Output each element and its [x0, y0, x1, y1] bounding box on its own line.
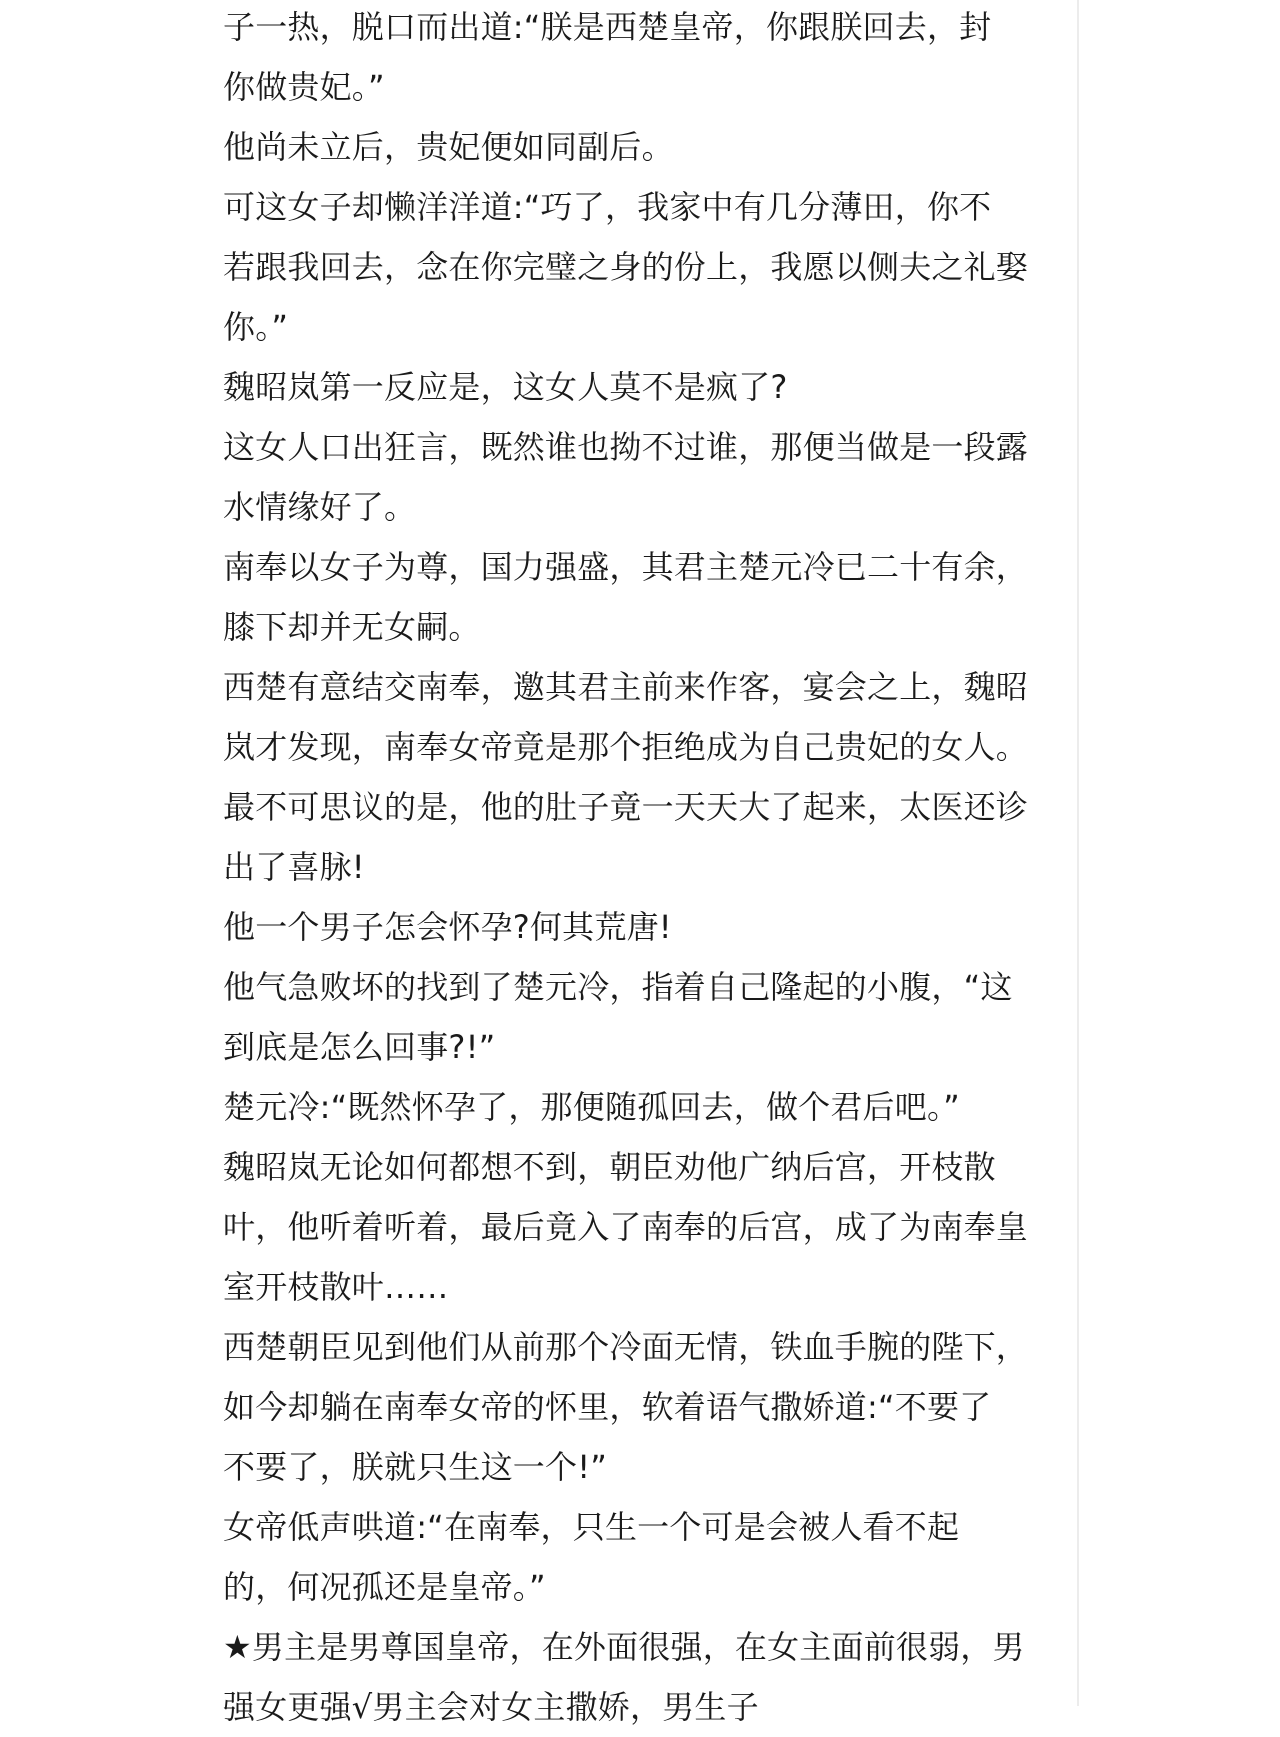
text-line: 最不可思议的是，他的肚子竟一天天大了起来，太医还诊 — [223, 788, 1029, 826]
text-line: 子一热，脱口而出道:“朕是西楚皇帝，你跟朕回去，封 — [223, 8, 992, 46]
text-line: 西楚朝臣见到他们从前那个冷面无情，铁血手腕的陛下， — [223, 1328, 1029, 1366]
text-line: 膝下却并无女嗣。 — [223, 608, 481, 646]
text-line: 叶，他听着听着，最后竟入了南奉的后宫，成了为南奉皇 — [223, 1208, 1029, 1246]
text-line: 强女更强√男主会对女主撒娇，男生子 — [223, 1688, 759, 1726]
text-line: 这女人口出狂言，既然谁也拗不过谁，那便当做是一段露 — [223, 428, 1029, 466]
text-line: 的，何况孤还是皇帝。” — [223, 1568, 546, 1606]
text-line: 岚才发现，南奉女帝竟是那个拒绝成为自己贵妃的女人。 — [223, 728, 1029, 766]
text-line: 他气急败坏的找到了楚元冷，指着自己隆起的小腹，“这 — [223, 968, 1013, 1006]
text-line: 室开枝散叶…… — [223, 1268, 449, 1306]
text-line: 西楚有意结交南奉，邀其君主前来作客，宴会之上，魏昭 — [223, 668, 1029, 706]
text-line: 女帝低声哄道:“在南奉，只生一个可是会被人看不起 — [223, 1508, 960, 1546]
text-line: 到底是怎么回事?!” — [223, 1028, 496, 1066]
story-text — [223, 0, 1073, 1737]
text-line: 你做贵妃。” — [223, 68, 385, 106]
text-line: 他尚未立后，贵妃便如同副后。 — [223, 128, 674, 166]
text-line: 出了喜脉! — [223, 848, 365, 886]
text-line: 不要了，朕就只生这一个!” — [223, 1448, 608, 1486]
text-line: ★男主是男尊国皇帝，在外面很强，在女主面前很弱，男 — [223, 1628, 1025, 1666]
text-line: 他一个男子怎会怀孕?何其荒唐! — [223, 908, 672, 946]
text-line: 水情缘好了。 — [223, 488, 417, 526]
text-line: 魏昭岚无论如何都想不到，朝臣劝他广纳后宫，开枝散 — [223, 1148, 996, 1186]
text-line: 魏昭岚第一反应是，这女人莫不是疯了? — [223, 368, 788, 406]
text-line: 可这女子却懒洋洋道:“巧了，我家中有几分薄田，你不 — [223, 188, 992, 226]
text-line: 楚元冷:“既然怀孕了，那便随孤回去，做个君后吧。” — [223, 1088, 960, 1126]
page-edge-divider — [1077, 0, 1079, 1706]
text-line: 如今却躺在南奉女帝的怀里，软着语气撒娇道:“不要了 — [223, 1388, 992, 1426]
text-line: 你。” — [223, 308, 289, 346]
text-line: 若跟我回去，念在你完璧之身的份上，我愿以侧夫之礼娶 — [223, 248, 1029, 286]
text-line: 南奉以女子为尊，国力强盛，其君主楚元冷已二十有余， — [223, 548, 1029, 586]
